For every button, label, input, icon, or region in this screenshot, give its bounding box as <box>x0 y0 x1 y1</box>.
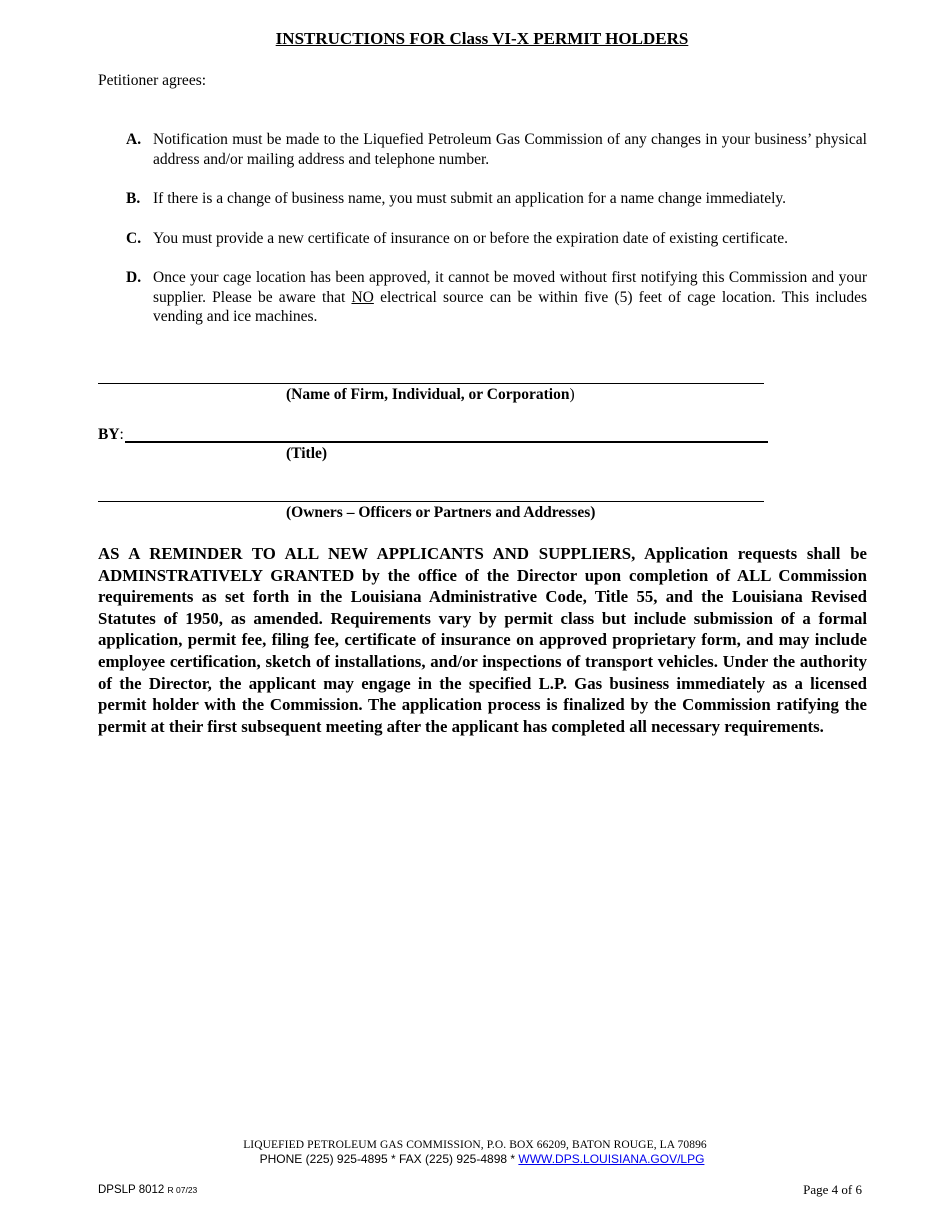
terms-list <box>126 130 867 347</box>
form-revision: R 07/23 <box>167 1185 198 1195</box>
term-text <box>153 268 867 327</box>
term-item <box>126 130 867 169</box>
term-text: Notification must be made to the Liquefied Petroleum Gas Commission of any changes in your business’ physical address and/or mailing address and telephone number. <box>153 131 867 168</box>
owners-signature-line[interactable] <box>98 501 764 502</box>
term-letter: C. <box>126 229 142 247</box>
term-letter: D. <box>126 269 142 286</box>
firm-label-text: (Name of Firm, Individual, or Corporation <box>286 386 570 403</box>
title-label: (Title) <box>286 445 328 462</box>
reminder-paragraph: AS A REMINDER TO ALL NEW APPLICANTS AND SUPPLIERS, Application requests shall be ADMINSTRATIVELY GRANTED by the office of the Director upon completion of ALL Commission requirements as set forth in the Louisiana Administrative Code, Title 55, and the Louisiana Revised Statutes of 1950, as amended. Requirements vary by permit class but include submission of a formal application, permit fee, filing fee, certificate of insurance on approved proprietary form, and may include employee certification, sketch of installations, and/or inspections of transport vehicles. Under the authority of the Director, the applicant may engage in the specified L.P. Gas business immediately as a licensed permit holder with the Commission. The application process is finalized by the Commission ratifying the permit at their first subsequent meeting after the applicant has completed all necessary requirements. <box>98 544 867 736</box>
term-text: You must provide a new certificate of insurance on or before the expiration date of existing certificate. <box>153 229 788 247</box>
page-number: Page 4 of 6 <box>803 1182 862 1197</box>
term-item <box>126 268 867 327</box>
form-code-number: DPSLP 8012 <box>98 1184 165 1196</box>
by-label-text: BY <box>98 426 120 443</box>
website-link[interactable]: WWW.DPS.LOUISIANA.GOV/LPG <box>518 1152 705 1166</box>
term-item <box>126 229 867 249</box>
term-item <box>126 189 867 209</box>
term-letter: B. <box>126 190 141 207</box>
by-signature-line[interactable] <box>125 441 768 443</box>
page-title: INSTRUCTIONS FOR Class VI-X PERMIT HOLDERS <box>275 29 689 48</box>
by-label-colon: : <box>119 426 124 443</box>
term-text-part: electrical source can be within five (5) feet of cage location. This includes vending and ice machines. <box>153 288 867 325</box>
firm-signature-label <box>286 385 575 405</box>
by-label <box>98 425 124 445</box>
term-text: If there is a change of business name, you must submit an application for a name change immediately. <box>153 190 787 207</box>
footer-phone-fax: PHONE (225) 925-4895 * FAX (225) 925-4898 * <box>259 1152 519 1166</box>
intro-text: Petitioner agrees: <box>98 72 207 89</box>
term-letter: A. <box>126 131 142 148</box>
firm-label-close: ) <box>569 386 575 403</box>
footer-address: LIQUEFIED PETROLEUM GAS COMMISSION, P.O. BOX 66209, BATON ROUGE, LA 70896 <box>243 1139 707 1151</box>
firm-signature-line[interactable] <box>98 383 764 384</box>
owners-label: (Owners – Officers or Partners and Addresses) <box>286 504 596 521</box>
term-text-emphasis: NO <box>351 288 374 306</box>
footer-contact <box>0 1152 950 1167</box>
term-text-part: Once your cage location has been approved, it cannot be moved without first notifying this Commission and your supplier. Please be aware that <box>153 269 867 306</box>
form-code <box>98 1183 197 1198</box>
